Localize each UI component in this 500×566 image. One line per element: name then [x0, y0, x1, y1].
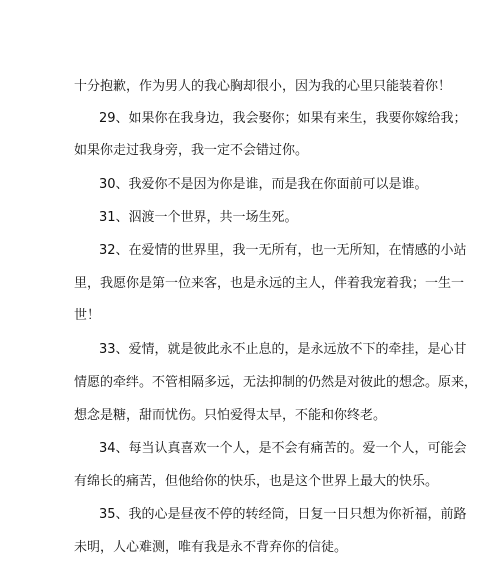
text-line: 33、爱情，就是彼此永不止息的，是永远放不下的牵挂，是心甘	[99, 342, 467, 357]
text-line: 如果你走过我身旁，我一定不会错过你。	[74, 143, 309, 158]
text-line: 34、每当认真喜欢一个人，是不会有痛苦的。爱一个人，可能会	[99, 441, 467, 456]
text-line: 想念是糖，甜而忧伤。只怕爱得太早，不能和你终老。	[74, 408, 387, 423]
text-line: 35、我的心是昼夜不停的转经筒，日复一日只想为你祈福，前路	[99, 507, 467, 522]
text-line: 情愿的牵绊。不管相隔多远，无法抑制的仍然是对彼此的想念。原来，	[74, 375, 478, 390]
text-line: 30、我爱你不是因为你是谁，而是我在你面前可以是谁。	[99, 177, 428, 192]
text-line: 里，我愿你是第一位来客，也是永远的主人，伴着我宠着我；一生一	[74, 276, 465, 291]
text-line: 31、泅渡一个世界，共一场生死。	[99, 210, 298, 225]
text-line: 世！	[74, 308, 101, 323]
text-line: 十分抱歉，作为男人的我心胸却很小，因为我的心里只能装着你！	[74, 79, 452, 94]
text-line: 未明，人心难测，唯有我是永不背弃你的信徒。	[74, 540, 348, 555]
text-line: 29、如果你在我身边，我会娶你；如果有来生，我要你嫁给我；	[99, 111, 467, 126]
text-line: 有绵长的痛苦，但他给你的快乐，也是这个世界上最大的快乐。	[74, 474, 439, 489]
text-line: 32、在爱情的世界里，我一无所有，也一无所知，在情感的小站	[99, 243, 467, 258]
